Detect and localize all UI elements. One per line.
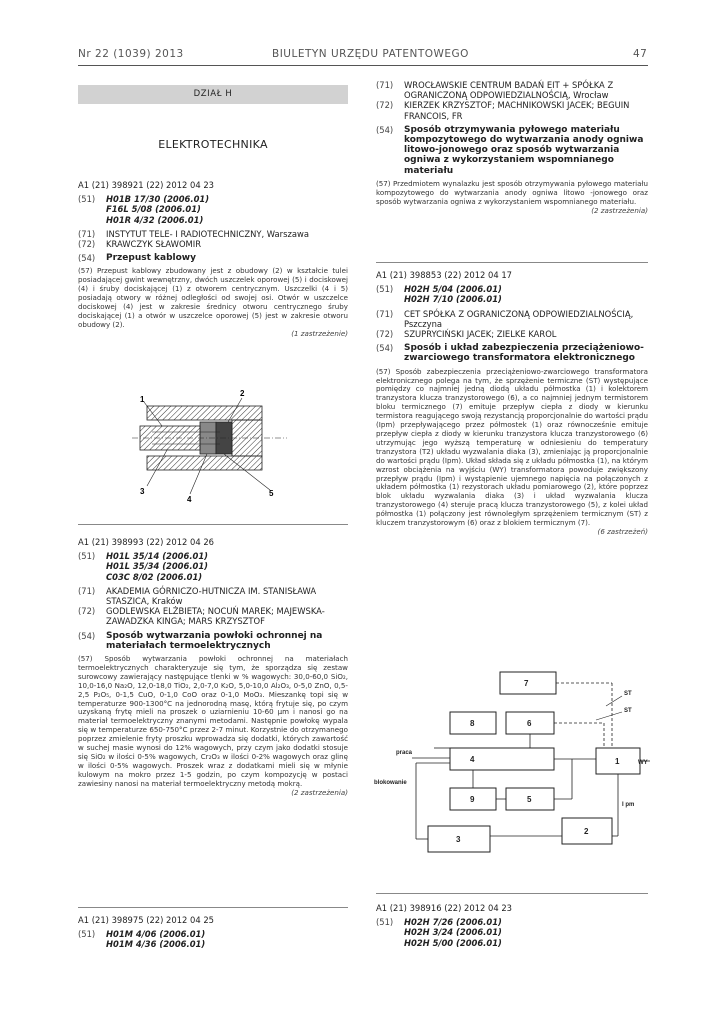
invention-title: Sposób otrzymywania pyłowego materiału kompozytowego do wytwarzania anody ogniwa litowo-jonowego oraz sposób wytwarzania ogniwa z wykorzystaniem wspomnianego materiału (404, 124, 644, 176)
entry-head: A1 (21) 398993 (22) 2012 04 26 (78, 537, 215, 547)
patent-entry: A1 (21) 398921 (22) 2012 04 23 (51) H01B 17/30 (2006.01) F16L 5/08 (2006.01) H01R 4/32 (2006.01) (71) INSTYTUT TELE- I RADIOTECHNICZNY, Warszawa (72) KRAWCZYK SŁAWOMIR (54) Przepust kablowy (57) Przepust kablowy zbudowany jest z obudowy (2) w kształcie tulei posiadającej gwint wewnętrzny, dwóch uszczelek oporowej (5) i dociskowej (4) i śruby dociskającej (1) z otworem centrycznym. Uszczelki (4 i 5) posiadają otwory w różnej odległości od swojej osi. Otwór w uszczelce dociskowej (4) jest w zakresie średnicy otworu centrycznego śruby dociskającej (1) a otwór w uszczelce oporowej (5) jest w zakresie otworu obudowy (2). (1 zastrzeżenie) (78, 180, 348, 338)
block-4 (450, 748, 554, 770)
ipc-class: H01B 17/30 (2006.01) (106, 194, 210, 205)
entry-divider (376, 262, 648, 263)
claims-count: (2 zastrzeżenia) (291, 787, 348, 797)
patent-entry: A1 (21) 398853 (22) 2012 04 17 (51) H02H 5/04 (2006.01) H02H 7/10 (2006.01) (71) CET SPÓŁKA Z OGRANICZONĄ ODPOWIEDZIALNOŚCIĄ, Pszczyna (72) SZUPRYCIŃSKI JACEK; ZIELKE KAROL (54) Sposób i układ zabezpieczenia przeciążeniowo-zwarciowego transformatora elektronicznego (57) Sposób zabezpieczenia przeciążeniowo-zwarciowego transformatora elektronicznego polega na tym, że sprzężenie termiczne (ST) występujące pomiędzy co najmniej jedną diodą układu półmostka (1) i kolektorem tranzystora klucza tranzystorowego (6), a co najmniej jednym termistorem bloku termicznego (7) emituje przepływ ciepła z diody w kierunku termistora reagującego swoją rezystancją proporcjonalnie do wartości prądu (Ipm) przepływającego przez półmostek (1) oraz równocześnie emituje przepływ ciepła z diody w kierunku tranzystora klucza tranzystorowego (6) utrzymując jego wyższą temperaturę w odniesieniu do temperatury tranzystora (T2) układu wyzwalania diaka (3), zmieniając ją proporcjonalnie do wartości prądu (Ipm). Układ składa się z układu półmostka (1), na którym wzrost obciążenia na wyjściu (WY) transformatora powoduje zwiększony przepływ prądu (Ipm) i wystąpienie ujemnego napięcia na połączonych z układem półmostka (1) rezystorach układu pomiarowego (2), które poprzez blok układu wyzwalania diaka (3) i układ wyzwalania klucza tranzystorowego (4) steruje pracą klucza tranzystorowego (5), z kolei układ półmostka (1) połączony jest równoległym sprzężeniem termicznym (ST) z kluczem tranzystorowym (6) oraz z blokiem termicznym (7). (6 zastrzeżeń) (376, 270, 648, 536)
figure-label: 2 (240, 389, 245, 398)
claims-count: (2 zastrzeżenia) (591, 205, 648, 215)
figure-label: 4 (187, 495, 192, 503)
block-label: 1 (615, 757, 620, 766)
section-title: ELEKTROTECHNIKA (158, 138, 268, 151)
diagram-label: I pm (622, 802, 635, 808)
block-label: 7 (524, 679, 529, 688)
patent-entry-continued: (71) WROCŁAWSKIE CENTRUM BADAŃ EIT + SPÓŁKA Z OGRANICZONĄ ODPOWIEDZIALNOŚCIĄ, Wrocław (72) KIERZEK KRZYSZTOF; MACHNIKOWSKI JACEK; BEGUIN FRANCOIS, FR (54) Sposób otrzymywania pyłowego materiału kompozytowego do wytwarzania anody ogniwa litowo-jonowego oraz sposób wytwarzania ogniwa z wykorzystaniem wspomnianego materiału (57) Przedmiotem wynalazku jest sposób otrzymywania pyłowego materiału kompozytowego do wytwarzania anody ogniwa litowo -jonowego oraz sposób wytwarzania ogniwa z wykorzystaniem wspomnianego materiału. (2 zastrzeżenia) (376, 80, 648, 215)
invention-title: Przepust kablowy (106, 253, 196, 264)
block-diagram-figure (372, 668, 652, 888)
ipc-class: H02H 5/04 (2006.01) (404, 284, 502, 295)
section-label: DZIAŁ H (78, 85, 348, 104)
diagram-label: praca (396, 750, 413, 756)
bulletin-title: BIULETYN URZĘDU PATENTOWEGO (272, 48, 469, 60)
claims-count: (6 zastrzeżeń) (597, 526, 648, 536)
entry-divider (78, 907, 348, 908)
ipc-class: H01M 4/06 (2006.01) (106, 929, 206, 940)
applicant: CET SPÓŁKA Z OGRANICZONĄ ODPOWIEDZIALNOŚCIĄ, Pszczyna (404, 308, 634, 329)
entry-head: A1 (21) 398921 (22) 2012 04 23 (78, 180, 215, 190)
block-label: 9 (470, 795, 475, 804)
issue-number: Nr 22 (1039) 2013 (78, 48, 184, 60)
diagram-label: ST (624, 708, 632, 714)
abstract: (57) Sposób wytwarzania powłoki ochronnej na materiałach termoelektrycznych charakteryzuje się tym, że sporządza się zestaw surowcowy zawierający następujące tlenki w % wagowych: 30,0-60,0 SiO₂, 10,0-16,0 Na₂O, 12,0-18,0 TiO₂, 2,0-7,0 K₂O, 5,0-10,0 Al₂O₃, 0-5,0 ZnO, 0,5-2,5 P₂O₅, 0-1,5 CuO, 0-1,0 CoO oraz 0-1,0 MoO₃. Mieszankę topi się w temperaturze 900-1300°C na jednorodną masę, którą frytuje się, po czym uzyskaną frytę mieli na proszek o uziarnieniu 10-60 μm i nanosi go na materiał termoelektryczny znanymi metodami. Następnie powłokę wypala się w temperaturze 650-750°C przez 2-7 minut. Korzystnie do otrzymanego poprzez zmielenie fryty proszku wprowadza się dodatki, których zawartość w suchej masie wynosi do 12% wagowych, przy czym jako dodatki stosuje się SiO₂ w ilości 0-5% wagowych, Cr₂O₃ w ilości 0-2% wagowych oraz glinę w ilości 0-5% wagowych. Proszek wraz z dodatkami mieli się w młynie kulowym na mokro przez 1-5 godzin, po czym kompozycję w postaci zawiesiny nanosi na materiał termoelektryczny metodą mokrą. (78, 654, 348, 788)
page-number: 47 (633, 48, 648, 60)
figure-label: 1 (140, 395, 145, 404)
inventors: SZUPRYCIŃSKI JACEK; ZIELKE KAROL (404, 329, 557, 340)
applicant: INSTYTUT TELE- I RADIOTECHNICZNY, Warszawa (106, 228, 309, 239)
inventors: KIERZEK KRZYSZTOF; MACHNIKOWSKI JACEK; BEGUIN FRANCOIS, FR (404, 100, 630, 121)
patent-entry: A1 (21) 398975 (22) 2012 04 25 (51) H01M 4/06 (2006.01) H01M 4/36 (2006.01) (78, 915, 348, 950)
ipc-class: H02H 3/24 (2006.01) (404, 927, 502, 938)
entry-head: A1 (21) 398916 (22) 2012 04 23 (376, 903, 513, 913)
entry-divider (376, 893, 648, 894)
header-rule (78, 65, 648, 66)
diagram-label: ST (624, 691, 632, 697)
figure-label: 3 (140, 487, 145, 496)
entry-head: A1 (21) 398853 (22) 2012 04 17 (376, 270, 513, 280)
entry-head: A1 (21) 398975 (22) 2012 04 25 (78, 915, 215, 925)
inventors: GODLEWSKA ELŻBIETA; NOCUŃ MAREK; MAJEWSKA-ZAWADZKA KINGA; MARS KRZYSZTOF (106, 606, 325, 627)
inventors: KRAWCZYK SŁAWOMIR (106, 239, 202, 250)
ipc-class: H01M 4/36 (2006.01) (106, 939, 206, 950)
block-label: 6 (527, 719, 532, 728)
abstract: (57) Przepust kablowy zbudowany jest z obudowy (2) w kształcie tulei posiadającej gwint wewnętrzny, dwóch uszczelek oporowej (5) i dociskowej (4) i śruby dociskającej (1) z otworem centrycznym. Uszczelki (4 i 5) posiadają otwory w różnej odległości od swojej osi. Otwór w uszczelce dociskowej (4) jest w zakresie średnicy otworu centrycznego śruby dociskającej (1) a otwór w uszczelce oporowej (5) jest w zakresie otworu obudowy (2). (78, 266, 348, 329)
ipc-class: F16L 5/08 (2006.01) (106, 204, 201, 215)
diagram-label: WY (638, 760, 648, 766)
ipc-class: H02H 7/26 (2006.01) (404, 917, 502, 928)
ipc-class: H01L 35/34 (2006.01) (106, 561, 209, 572)
ipc-class: H01R 4/32 (2006.01) (106, 214, 204, 225)
ipc-class: C03C 8/02 (2006.01) (106, 571, 203, 582)
block-label: 4 (470, 755, 475, 764)
ipc-class: H01L 35/14 (2006.01) (106, 551, 209, 562)
invention-title: Sposób i układ zabezpieczenia przeciążeniowo-zwarciowego transformatora elektronicznego (404, 343, 644, 364)
block-label: 3 (456, 835, 461, 844)
figure-label: 5 (269, 489, 274, 498)
abstract: (57) Przedmiotem wynalazku jest sposób otrzymywania pyłowego materiału kompozytowego do wytwarzania anody ogniwa litowo -jonowego oraz sposób wytwarzania ogniwa z wykorzystaniem wspomnianego materiału. (376, 178, 648, 206)
patent-entry: A1 (21) 398993 (22) 2012 04 26 (51) H01L 35/14 (2006.01) H01L 35/34 (2006.01) C03C 8/02 (2006.01) (71) AKADEMIA GÓRNICZO-HUTNICZA IM. STANISŁAWA STASZICA, Kraków (72) GODLEWSKA ELŻBIETA; NOCUŃ MAREK; MAJEWSKA-ZAWADZKA KINGA; MARS KRZYSZTOF (54) Sposób wytwarzania powłoki ochronnej na materiałach termoelektrycznych (57) Sposób wytwarzania powłoki ochronnej na materiałach termoelektrycznych charakteryzuje się tym, że sporządza się zestaw surowcowy zawierający następujące tlenki w % wagowych: 30,0-60,0 SiO₂, 10,0-16,0 Na₂O, 12,0-18,0 TiO₂, 2,0-7,0 K₂O, 5,0-10,0 Al₂O₃, 0-5,0 ZnO, 0,5-2,5 P₂O₅, 0-1,5 CuO, 0-1,0 CoO oraz 0-1,0 MoO₃. Mieszankę topi się w temperaturze 900-1300°C na jednorodną masę, którą frytuje się, po czym uzyskaną frytę mieli na proszek o uziarnieniu 10-60 μm i nanosi go na materiał termoelektryczny znanymi metodami. Następnie powłokę wypala się w temperaturze 650-750°C przez 2-7 minut. Korzystnie do otrzymanego poprzez zmielenie fryty proszku wprowadza się dodatki, których zawartość w suchej masie wynosi do 12% wagowych, przy czym jako dodatki stosuje się SiO₂ w ilości 0-5% wagowych, Cr₂O₃ w ilości 0-2% wagowych oraz glinę w ilości 0-5% wagowych. Proszek wraz z dodatkami mieli się w młynie kulowym na mokro przez 1-5 godzin, po czym kompozycję w postaci zawiesiny nanosi na materiał termoelektryczny metodą mokrą. (2 zastrzeżenia) (78, 537, 348, 797)
cable-gland-figure (132, 388, 292, 503)
block-label: 8 (470, 719, 475, 728)
diagram-label: blokowanie (374, 780, 407, 786)
block-label: 5 (527, 795, 532, 804)
applicant: WROCŁAWSKIE CENTRUM BADAŃ EIT + SPÓŁKA Z OGRANICZONĄ ODPOWIEDZIALNOŚCIĄ, Wrocław (404, 80, 614, 101)
claims-count: (1 zastrzeżenie) (291, 328, 348, 338)
abstract: (57) Sposób zabezpieczenia przeciążeniowo-zwarciowego transformatora elektronicznego polega na tym, że sprzężenie termiczne (ST) występujące pomiędzy co najmniej jedną diodą układu półmostka (1) i kolektorem tranzystora klucza tranzystorowego (6), a co najmniej jednym termistorem bloku termicznego (7) emituje przepływ ciepła z diody w kierunku termistora reagującego swoją rezystancją proporcjonalnie do wartości prądu (Ipm) przepływającego przez półmostek (1) oraz równocześnie emituje przepływ ciepła z diody w kierunku tranzystora klucza tranzystorowego (6) utrzymując jego wyższą temperaturę w odniesieniu do temperatury tranzystora (T2) układu wyzwalania diaka (3), zmieniając ją proporcjonalnie do wartości prądu (Ipm). Układ składa się z układu półmostka (1), na którym wzrost obciążenia na wyjściu (WY) transformatora powoduje zwiększony przepływ prądu (Ipm) i wystąpienie ujemnego napięcia na połączonych z układem półmostka (1) rezystorach układu pomiarowego (2), które poprzez blok układu wyzwalania diaka (3) i układ wyzwalania klucza tranzystorowego (4) steruje pracą klucza tranzystorowego (5), z kolei układ półmostka (1) połączony jest równoległym sprzężeniem termicznym (ST) z kluczem tranzystorowym (6) oraz z blokiem termicznym (7). (376, 366, 648, 528)
ipc-class: H02H 7/10 (2006.01) (404, 294, 502, 305)
entry-divider (78, 524, 348, 525)
patent-entry: A1 (21) 398916 (22) 2012 04 23 (51) H02H 7/26 (2006.01) H02H 3/24 (2006.01) H02H 5/00 (2006.01) (376, 903, 648, 948)
invention-title: Sposób wytwarzania powłoki ochronnej na materiałach termoelektrycznych (106, 630, 323, 651)
applicant: AKADEMIA GÓRNICZO-HUTNICZA IM. STANISŁAWA STASZICA, Kraków (106, 585, 317, 607)
ipc-class: H02H 5/00 (2006.01) (404, 937, 502, 948)
block-label: 2 (584, 827, 589, 836)
